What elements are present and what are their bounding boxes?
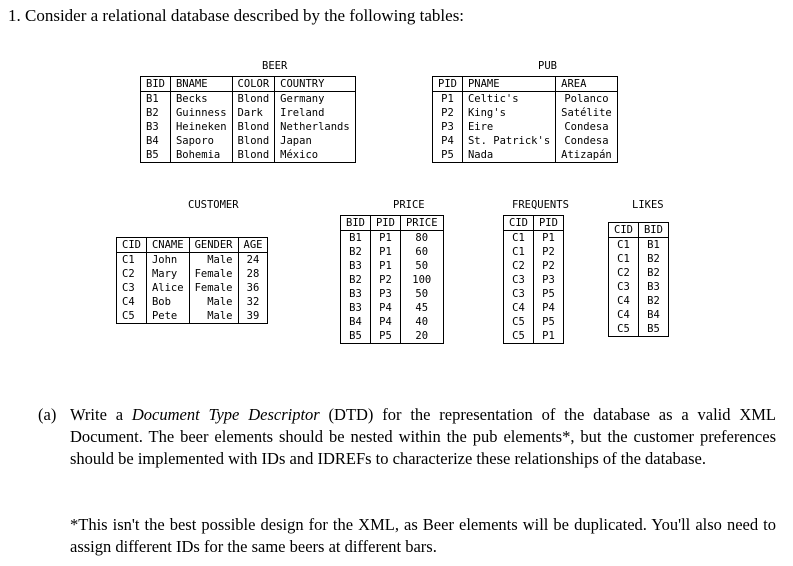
pub-table [432, 76, 618, 163]
price-cell: B4 [341, 315, 371, 329]
likes-cell: B1 [638, 238, 668, 253]
price-cell: 60 [400, 245, 443, 259]
frequents-table-row [504, 315, 564, 329]
frequents-cell: P5 [533, 315, 563, 329]
likes-cell: C4 [609, 294, 639, 308]
customer-cell: Female [189, 281, 238, 295]
frequents-cell: C5 [504, 315, 534, 329]
frequents-table-row [504, 287, 564, 301]
pub-cell: Polanco [556, 92, 618, 107]
frequents-cell: C3 [504, 273, 534, 287]
pub-cell: Condesa [556, 134, 618, 148]
beer-cell: Blond [232, 134, 275, 148]
likes-column-header: CID [609, 223, 639, 238]
pub-cell: Celtic's [462, 92, 555, 107]
beer-column-header: COLOR [232, 77, 275, 92]
price-cell: B3 [341, 287, 371, 301]
price-cell: P1 [370, 259, 400, 273]
customer-cell: Male [189, 295, 238, 309]
pub-cell: P2 [433, 106, 463, 120]
pub-cell: P4 [433, 134, 463, 148]
beer-cell: Blond [232, 148, 275, 163]
likes-column-header: BID [638, 223, 668, 238]
beer-column-header: BNAME [170, 77, 232, 92]
beer-cell: B2 [141, 106, 171, 120]
likes-cell: C4 [609, 308, 639, 322]
customer-cell: 36 [238, 281, 268, 295]
question-a-label: (a) [38, 405, 57, 424]
pub-cell: St. Patrick's [462, 134, 555, 148]
likes-table-row [609, 322, 669, 337]
customer-table-row [117, 295, 268, 309]
likes-cell: B2 [638, 252, 668, 266]
price-column-header: BID [341, 216, 371, 231]
customer-cell: C3 [117, 281, 147, 295]
customer-table-title: CUSTOMER [188, 199, 239, 211]
frequents-cell: P4 [533, 301, 563, 315]
frequents-cell: P1 [533, 231, 563, 246]
beer-table [140, 76, 356, 163]
question-a-emphasis: Document Type Descriptor [131, 405, 320, 424]
customer-cell: 28 [238, 267, 268, 281]
customer-cell: C2 [117, 267, 147, 281]
customer-cell: Mary [146, 267, 189, 281]
customer-cell: 32 [238, 295, 268, 309]
price-cell: 50 [400, 259, 443, 273]
frequents-cell: C5 [504, 329, 534, 344]
customer-table-row [117, 253, 268, 268]
price-table-row [341, 245, 444, 259]
beer-cell: Becks [170, 92, 232, 107]
beer-cell: Heineken [170, 120, 232, 134]
pub-table-row [433, 148, 618, 163]
frequents-cell: C4 [504, 301, 534, 315]
frequents-table-row [504, 231, 564, 246]
price-cell: 20 [400, 329, 443, 344]
beer-table-title: BEER [262, 60, 288, 72]
likes-table-row [609, 308, 669, 322]
frequents-cell: P5 [533, 287, 563, 301]
frequents-table-row [504, 301, 564, 315]
beer-cell: Guinness [170, 106, 232, 120]
price-column-header: PRICE [400, 216, 443, 231]
customer-column-header: AGE [238, 238, 268, 253]
beer-table-row [141, 106, 356, 120]
beer-cell: Saporo [170, 134, 232, 148]
customer-column-header: CNAME [146, 238, 189, 253]
frequents-table-row [504, 259, 564, 273]
customer-column-header: CID [117, 238, 147, 253]
price-table-row [341, 273, 444, 287]
likes-table-row [609, 280, 669, 294]
price-header-row [341, 216, 444, 231]
pub-cell: Condesa [556, 120, 618, 134]
price-table-title: PRICE [393, 199, 425, 211]
price-cell: P5 [370, 329, 400, 344]
beer-table-row [141, 120, 356, 134]
customer-cell: John [146, 253, 189, 268]
price-table-row [341, 259, 444, 273]
customer-table [116, 237, 268, 324]
customer-cell: Alice [146, 281, 189, 295]
price-cell: B2 [341, 273, 371, 287]
customer-column-header: GENDER [189, 238, 238, 253]
beer-cell: México [275, 148, 356, 163]
price-cell: P1 [370, 231, 400, 246]
frequents-table-row [504, 329, 564, 344]
customer-cell: 39 [238, 309, 268, 324]
design-note: *This isn't the best possible design for the XML, as Beer elements will be duplicated. You'll also need to assign different IDs for the same beers at different bars. [70, 515, 776, 556]
price-cell: 40 [400, 315, 443, 329]
beer-header-row [141, 77, 356, 92]
price-cell: P3 [370, 287, 400, 301]
pub-cell: King's [462, 106, 555, 120]
price-table-row [341, 329, 444, 344]
likes-cell: B3 [638, 280, 668, 294]
beer-table-row [141, 148, 356, 163]
pub-column-header: PID [433, 77, 463, 92]
beer-cell: Dark [232, 106, 275, 120]
beer-cell: Japan [275, 134, 356, 148]
price-cell: 100 [400, 273, 443, 287]
likes-cell: B2 [638, 266, 668, 280]
price-cell: 45 [400, 301, 443, 315]
price-cell: P4 [370, 301, 400, 315]
likes-table-title: LIKES [632, 199, 664, 211]
price-cell: P4 [370, 315, 400, 329]
likes-cell: C3 [609, 280, 639, 294]
price-table-row [341, 301, 444, 315]
price-cell: 80 [400, 231, 443, 246]
likes-cell: C1 [609, 252, 639, 266]
likes-table-row [609, 266, 669, 280]
likes-cell: C2 [609, 266, 639, 280]
frequents-cell: C3 [504, 287, 534, 301]
price-cell: B5 [341, 329, 371, 344]
price-column-header: PID [370, 216, 400, 231]
customer-cell: 24 [238, 253, 268, 268]
pub-table-row [433, 106, 618, 120]
customer-table-row [117, 309, 268, 324]
frequents-column-header: CID [504, 216, 534, 231]
question-a-text [70, 404, 776, 470]
beer-cell: Netherlands [275, 120, 356, 134]
beer-cell: B4 [141, 134, 171, 148]
pub-cell: Atizapán [556, 148, 618, 163]
likes-cell: B4 [638, 308, 668, 322]
price-cell: B2 [341, 245, 371, 259]
beer-table-row [141, 92, 356, 107]
frequents-cell: P2 [533, 259, 563, 273]
beer-column-header: BID [141, 77, 171, 92]
question-a-pre: Write a [70, 405, 132, 424]
likes-table-row [609, 252, 669, 266]
customer-cell: Bob [146, 295, 189, 309]
customer-cell: Female [189, 267, 238, 281]
beer-cell: B5 [141, 148, 171, 163]
price-table-row [341, 315, 444, 329]
likes-table-row [609, 294, 669, 308]
pub-cell: P1 [433, 92, 463, 107]
frequents-table-title: FREQUENTS [512, 199, 569, 211]
price-cell: B1 [341, 231, 371, 246]
pub-header-row [433, 77, 618, 92]
pub-cell: Eire [462, 120, 555, 134]
pub-table-row [433, 120, 618, 134]
beer-cell: Bohemia [170, 148, 232, 163]
problem-heading: 1. Consider a relational database described by the following tables: [8, 6, 465, 25]
pub-column-header: PNAME [462, 77, 555, 92]
frequents-table [503, 215, 564, 344]
frequents-cell: C1 [504, 245, 534, 259]
beer-column-header: COUNTRY [275, 77, 356, 92]
price-cell: P2 [370, 273, 400, 287]
customer-header-row [117, 238, 268, 253]
pub-table-row [433, 92, 618, 107]
pub-cell: Nada [462, 148, 555, 163]
likes-cell: C5 [609, 322, 639, 337]
likes-cell: B2 [638, 294, 668, 308]
likes-cell: C1 [609, 238, 639, 253]
beer-cell: Blond [232, 120, 275, 134]
beer-table-row [141, 134, 356, 148]
beer-cell: Blond [232, 92, 275, 107]
frequents-table-row [504, 273, 564, 287]
likes-header-row [609, 223, 669, 238]
price-cell: B3 [341, 259, 371, 273]
customer-cell: C1 [117, 253, 147, 268]
beer-cell: B1 [141, 92, 171, 107]
frequents-cell: P2 [533, 245, 563, 259]
frequents-table-row [504, 245, 564, 259]
customer-cell: Pete [146, 309, 189, 324]
price-table-row [341, 231, 444, 246]
frequents-cell: C1 [504, 231, 534, 246]
price-table-row [341, 287, 444, 301]
pub-table-row [433, 134, 618, 148]
frequents-cell: P1 [533, 329, 563, 344]
pub-cell: Satélite [556, 106, 618, 120]
price-cell: P1 [370, 245, 400, 259]
frequents-cell: P3 [533, 273, 563, 287]
frequents-header-row [504, 216, 564, 231]
frequents-column-header: PID [533, 216, 563, 231]
customer-table-row [117, 267, 268, 281]
customer-cell: C4 [117, 295, 147, 309]
price-table [340, 215, 444, 344]
likes-table-row [609, 238, 669, 253]
pub-column-header: AREA [556, 77, 618, 92]
customer-cell: C5 [117, 309, 147, 324]
beer-cell: Germany [275, 92, 356, 107]
pub-table-title: PUB [538, 60, 557, 72]
customer-cell: Male [189, 309, 238, 324]
frequents-cell: C2 [504, 259, 534, 273]
likes-cell: B5 [638, 322, 668, 337]
question-a-post: (DTD) for the representation of the database as a valid XML Document. The beer elements should be nested within the pub elements*, but the customer preferences should be implemented with IDs and IDREFs to characterize these relationships of the database. [70, 405, 776, 468]
price-cell: B3 [341, 301, 371, 315]
beer-cell: B3 [141, 120, 171, 134]
pub-cell: P5 [433, 148, 463, 163]
beer-cell: Ireland [275, 106, 356, 120]
customer-table-row [117, 281, 268, 295]
price-cell: 50 [400, 287, 443, 301]
likes-table [608, 222, 669, 337]
pub-cell: P3 [433, 120, 463, 134]
customer-cell: Male [189, 253, 238, 268]
